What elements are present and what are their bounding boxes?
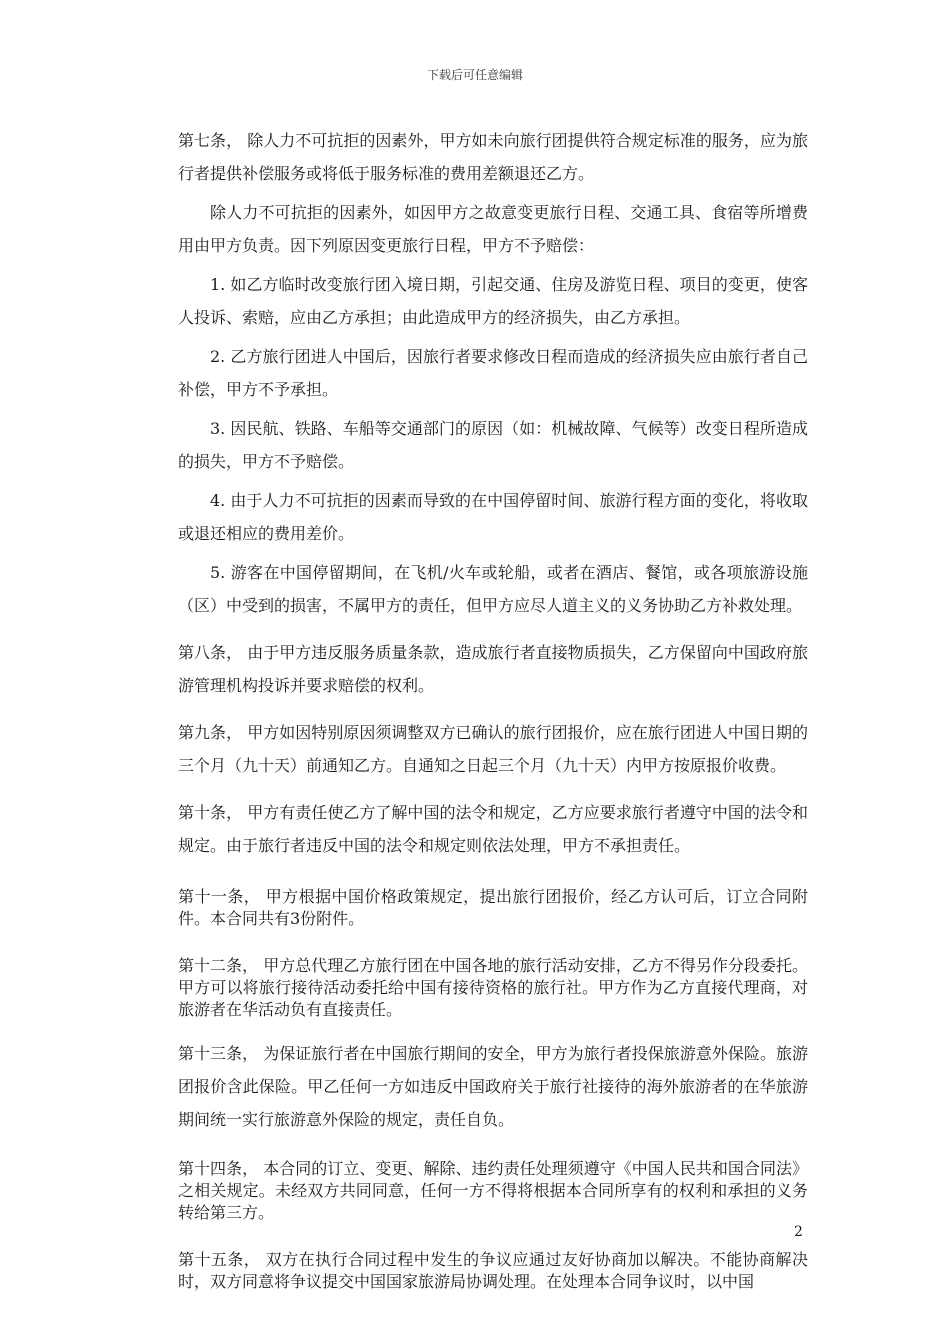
article-13: 第十三条， 为保证旅行者在中国旅行期间的安全，甲方为旅行者投保旅游意外保险。旅游团报价含此保险。甲乙任何一方如违反中国政府关于旅行社接待的海外旅游者的在华旅游期间统一实行旅游意外保险的规定，责任自负。: [178, 1044, 808, 1129]
article-15: 第十五条， 双方在执行合同过程中发生的争议应通过友好协商加以解决。不能协商解决时，双方同意将争议提交中国国家旅游局协调处理。在处理本合同争议时，以中国: [178, 1250, 808, 1291]
document-body: [178, 124, 808, 1293]
page-header: 下载后可任意编辑: [426, 68, 523, 82]
article-11: 第十一条， 甲方根据中国价格政策规定，提出旅行团报价，经乙方认可后，订立合同附件。本合同共有3份附件。: [178, 887, 808, 928]
article-7: 第七条， 除人力不可抗拒的因素外，甲方如未向旅行团提供符合规定标准的服务，应为旅行者提供补偿服务或将低于服务标准的费用差额退还乙方。: [178, 131, 808, 183]
article-10: 第十条， 甲方有责任使乙方了解中国的法令和规定，乙方应要求旅行者遵守中国的法令和规定。由于旅行者违反中国的法令和规定则依法处理，甲方不承担责任。: [178, 803, 808, 855]
exception-item-2: 2. 乙方旅行团进人中国后，因旅行者要求修改日程而造成的经济损失应由旅行者自己补偿，甲方不予承担。: [178, 347, 808, 399]
exception-item-4: 4. 由于人力不可抗拒的因素而导致的在中国停留时间、旅游行程方面的变化，将收取或退还相应的费用差价。: [178, 491, 808, 543]
article-8: 第八条， 由于甲方违反服务质量条款，造成旅行者直接物质损失，乙方保留向中国政府旅游管理机构投诉并要求赔偿的权利。: [178, 643, 808, 695]
page-number: 2: [794, 1224, 803, 1240]
article-12: 第十二条， 甲方总代理乙方旅行团在中国各地的旅行活动安排，乙方不得另作分段委托。甲方可以将旅行接待活动委托给中国有接待资格的旅行社。甲方作为乙方直接代理商，对旅游者在华活动负有直接责任。: [178, 956, 808, 1019]
exception-item-1: 1. 如乙方临时改变旅行团入境日期，引起交通、住房及游览日程、项目的变更，使客人投诉、索赔，应由乙方承担；由此造成甲方的经济损失，由乙方承担。: [178, 275, 808, 327]
exception-item-5: 5. 游客在中国停留期间，在飞机/火车或轮船，或者在酒店、餐馆，或各项旅游设施（区）中受到的损害，不属甲方的责任，但甲方应尽人道主义的义务协助乙方补救处理。: [178, 563, 808, 615]
article-14: 第十四条， 本合同的订立、变更、解除、违约责任处理须遵守《中国人民共和国合同法》之相关规定。未经双方共同同意，任何一方不得将根据本合同所享有的权利和承担的义务转给第三方。: [178, 1159, 808, 1222]
article-7-exceptions: 除人力不可抗拒的因素外，如因甲方之故意变更旅行日程、交通工具、食宿等所增费用由甲方负责。因下列原因变更旅行日程，甲方不予赔偿：: [178, 203, 808, 255]
exception-item-3: 3. 因民航、铁路、车船等交通部门的原因（如：机械故障、气候等）改变日程所造成的损失，甲方不予赔偿。: [178, 419, 808, 471]
article-9: 第九条， 甲方如因特别原因须调整双方已确认的旅行团报价，应在旅行团进人中国日期的三个月（九十天）前通知乙方。自通知之日起三个月（九十天）内甲方按原报价收费。: [178, 723, 808, 775]
